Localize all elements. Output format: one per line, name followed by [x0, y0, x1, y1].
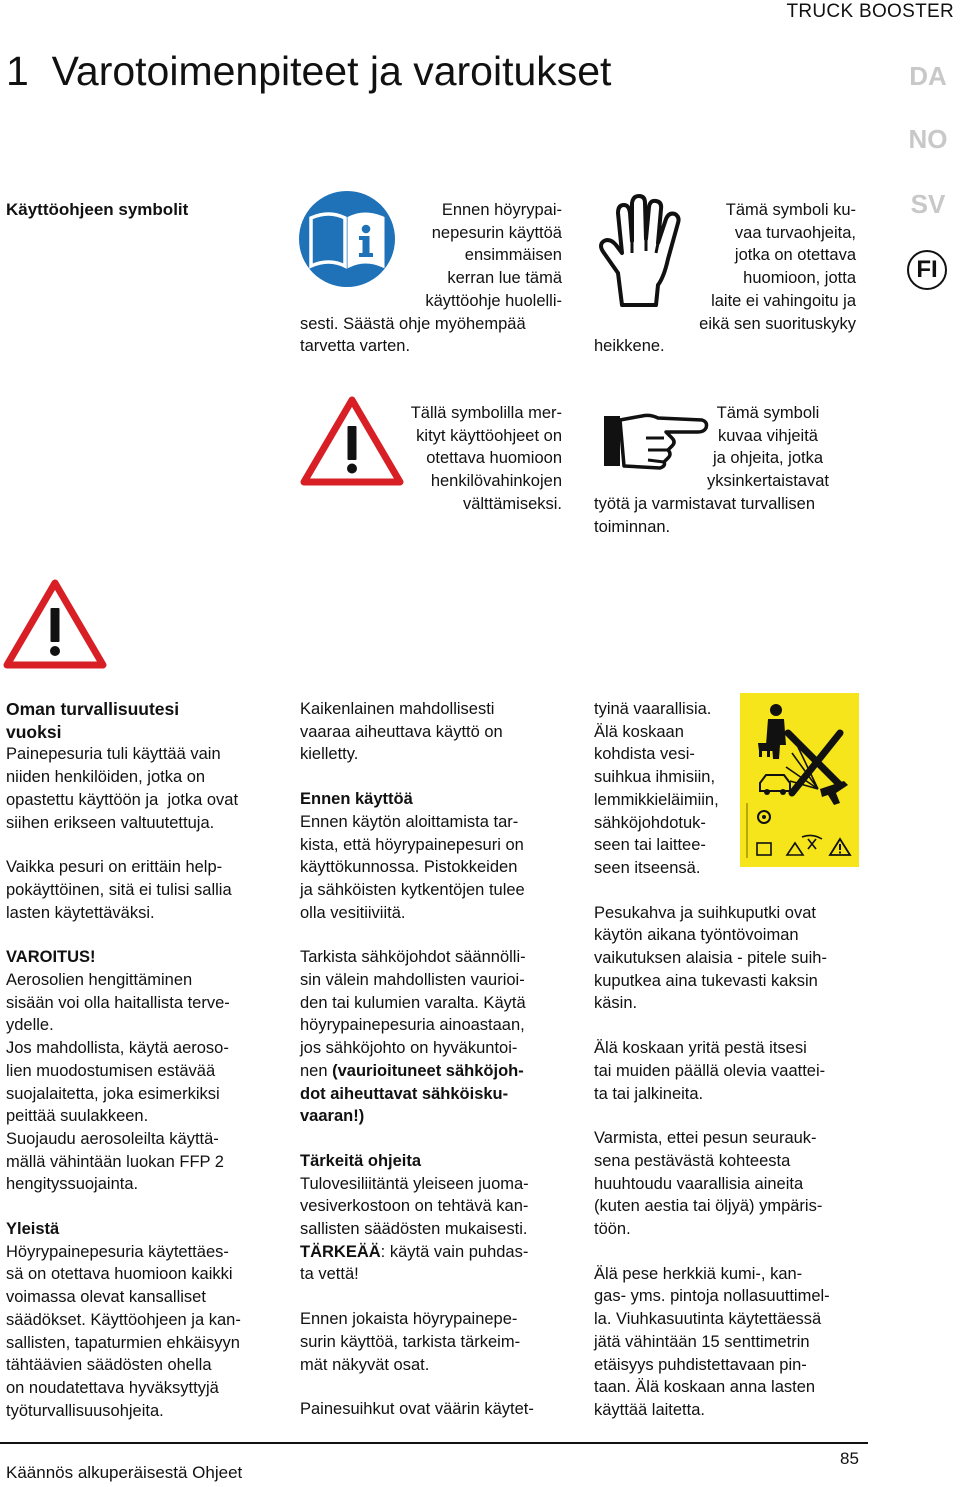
check-parts-paragraph: Ennen jokaista höyrypainepe- surin käyttöä, tarkista tärkeim- mät näkyvät osat. [300, 1310, 521, 1374]
page-number: 85 [840, 1449, 859, 1468]
important-instructions-paragraph: Tärkeitä ohjeita Tulovesiliitäntä yleiseen juoma- vesiverkostoon on tehtävä kan- sallisten säädösten mukaisesti. TÄRKEÄÄ: käytä vain puhdas- ta vettä! [300, 1151, 529, 1284]
lang-tab-sv[interactable]: SV [910, 188, 946, 219]
lang-tab-no[interactable]: NO [908, 123, 948, 154]
dangerous-jets-paragraph: tyinä vaarallisia. Älä koskaan kohdista vesi- suihkua ihmisiin, lemmikkieläimiin, sähköjohdotuk- seen tai laittee- seen itseensä. [594, 700, 719, 877]
warning-symbol-text: Tällä symbolilla mer- kityt käyttöohjeet on otettava huomioon henkilövahinkojen välttämiseksi. [410, 404, 562, 513]
column-1 [6, 698, 276, 1422]
column-2 [300, 698, 570, 1421]
children-paragraph: Vaikka pesuri on erittäin help- pokäyttöinen, sitä ei tulisi sallia lasten käytettäväksi. [6, 858, 232, 922]
footer-source-note: Käännös alkuperäisestä Ohjeet [6, 1463, 243, 1482]
section-heading: Käyttöohjeen symbolit [6, 200, 189, 219]
recoil-paragraph: Pesukahva ja suihkuputki ovat käytön aikana työntövoiman vaikutuksen alaisia - pitele suih- kuputkea aina tukevasti kaksin käsin. [594, 903, 827, 1013]
before-use-paragraph: Ennen käyttöä Ennen käytön aloittamista tar- kista, että höyrypainepesuri on käyttökunnossa. Pistokkeiden ja sähköisten kytkentöjen tulee olla vesitiiviitä. [300, 790, 525, 922]
column-3 [594, 698, 866, 1422]
clothing-paragraph: Älä koskaan yritä pestä itsesi tai muiden päällä olevia vaattei- ta tai jalkineita. [594, 1039, 826, 1103]
large-warning-triangle-icon [2, 578, 108, 670]
warning-paragraph: VAROITUS! Aerosolien hengittäminen sisään voi olla haitallista terve- ydelle. Jos mahdollista, käytä aeroso- lien muodostumisen estävää suojalaitetta, joka esimerkiksi peittää suulakkeen. Suojaudu aerosoleilta käyttä- mällä vähintään luokan FFP 2 hengityssuojainta. [6, 948, 230, 1194]
footer-rule [0, 1442, 868, 1444]
pointing-symbol-text: Tämä symboli kuvaa vihjeitä ja ohjeita, jotka yksinkertaistavat työtä ja varmistavat turvallisen toiminnan. [594, 404, 829, 536]
environment-paragraph: Varmista, ettei pesun seurauk- sena pestävästä kohteesta huuhtoudu vaarallisia aineita (kuten aestia tai öljyä) ympäris- töön. [594, 1129, 823, 1239]
page-title: 1 Varotoimenpiteet ja varoitukset [6, 48, 612, 94]
lang-tab-fi[interactable]: FI [907, 250, 947, 290]
own-safety-paragraph: Oman turvallisuutesi vuoksi Painepesuria tuli käyttää vain niiden henkilöiden, jotka on opastettu käyttöön ja jotka ovat siihen erikseen valtuutettuja. [6, 699, 239, 832]
cable-check-paragraph: Tarkista sähköjohdot säännölli- sin välein mahdollisten vaurioi- den tai kulumien varalta. Käytä höyrypainepesuria ainoastaan, jos sähköjohto on hyväkuntoi- nen (vaurioituneet sähköjoh- dot aiheuttavat sähköisku- vaaran!) [300, 948, 526, 1126]
sensitive-surfaces-paragraph: Älä pese herkkiä kumi-, kan- gas- yms. pintoja nollasuuttimel- la. Viuhkasuutinta käytettäessä jätä vähintään 15 senttimetrin etäisyys puhdistettavaan pin- taan. Älä koskaan anna lasten käyttää laitetta. [594, 1264, 830, 1419]
manual-symbol-text: Ennen höyrypai- nepesurin käyttöä ensimmäisen kerran lue tämä käyttöohje huolelli- sesti. Säästä ohje myöhempää tarvetta varten. [300, 201, 562, 356]
lang-tab-da[interactable]: DA [909, 60, 947, 91]
general-paragraph: Yleistä Höyrypainepesuria käytettäes- sä on otettava huomioon kaikki voimassa olevat kansalliset säädökset. Käyttöohjeen ja kan- sallisten, tapaturmien ehkäisyyn tähtäävien säädösten ohella on noudatettava hyväksyttyjä työturvallisuusohjeita. [6, 1220, 241, 1420]
jets-paragraph: Painesuihkut ovat väärin käytet- [300, 1400, 534, 1419]
brand-label: TRUCK BOOSTER [786, 1, 954, 22]
hand-symbol-text: Tämä symboli ku- vaa turvaohjeita, jotka on otettava huomioon, jotta laite ei vahingoitu ja eikä sen suorituskyky heikkene. [594, 201, 856, 356]
prohibited-use-paragraph: Kaikenlainen mahdollisesti vaaraa aiheuttava käyttö on kielletty. [300, 700, 503, 764]
